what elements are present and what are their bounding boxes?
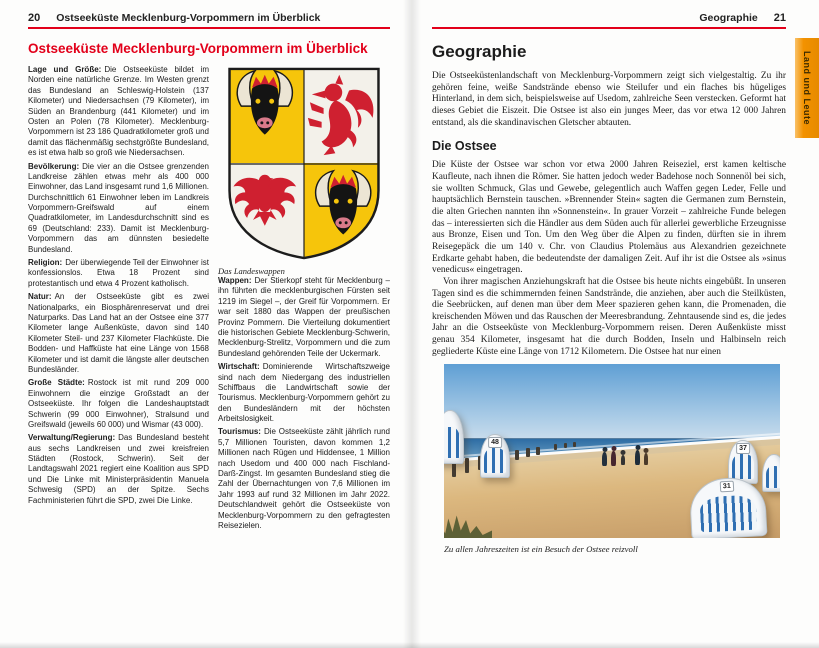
running-header-right bbox=[432, 12, 786, 24]
overview-columns bbox=[28, 65, 390, 534]
entry-label: Wirtschaft: bbox=[218, 362, 260, 372]
body-paragraph-1: Die Küste der Ostsee war schon vor etwa 2000 Jahren Reiseziel, erst kamen keltische Kaufleute, nach ihnen die Römer. Sie hatten jedoch weder Badehose noch Sonnenöl bei sich, sie wollten Schmuck, Glas und Gewebe, gelegentlich auch Waffen gegen Leder, Felle und hauptsächlich Bernstein tauschen. »Brennender Stein« sagten die Germanen zum Bernstein, die alten Griechen nannten ihn »Sonnenstein«. In grauer Vorzeit – zahlreiche Funde belegen das – interessierten sich die Händler aus dem Süden auch für allerlei gewerbliche Erzeugnisse aus Bronze, Eisen und Ton. Um den Weg über die Alpen zu finden, dürften sie in ihrem Reisegepäck die um 140 v. Chr. von Claudius Ptolemäus aus Alexandrien gezeichnete Erdkarte gehabt haben, die bedeutendste der damaligen Zeit. Auf ihr ist die Ostsee als »sinus venedicus« eingetragen. bbox=[432, 160, 786, 276]
entry-text: Der Stierkopf steht für Mecklenburg – ihn führten die mecklenburgischen Fürsten seit 1219 im Siegel –, der Greif für Vorpommern. Er war seit 1880 das Wappen der preußischen Provinz Pommern. Die Vierteilung dokumentiert die historischen Gebiete Mecklenburg-Schwerin, Mecklenburg-Strelitz, Vorpommern und die zum Bundesland gehörenden Teile der Uckermark. bbox=[218, 276, 390, 358]
running-title-left: Ostseeküste Mecklenburg-Vorpommern im Überblick bbox=[56, 12, 321, 24]
page-gutter bbox=[403, 0, 421, 648]
chair-number: 48 bbox=[488, 437, 502, 448]
entry-label: Lage und Größe: bbox=[28, 65, 102, 74]
running-title-right: Geographie bbox=[699, 12, 758, 24]
entry-label: Natur: bbox=[28, 292, 52, 302]
coat-of-arms-figure bbox=[218, 65, 390, 276]
entry-label: Große Städte: bbox=[28, 378, 85, 388]
beach-photo-figure bbox=[444, 364, 784, 554]
chair-stripes bbox=[732, 454, 753, 479]
entry-label: Tourismus: bbox=[218, 427, 261, 437]
person-silhouette bbox=[602, 452, 607, 466]
running-header-left bbox=[28, 12, 390, 24]
entry-grosse-staedte bbox=[28, 378, 209, 430]
intro-paragraph: Die Ostseeküstenlandschaft von Mecklenburg-Vorpommern zeigt sich vielgestaltig. Zu ihr gehören feine, weiße Sandstrände ebenso wie Steilufer und ein flaches bis hügeliges Hinterland, in dem sich, beispielsweise auf Usedom, zahlreiche Seen verstecken. Geformt hat dieses Gebiet die Eiszeit. Die Ostsee ist also ein junges Meer, das vor etwa 12 000 Jahren entstand, als die skandinavischen Gletscher abtauten. bbox=[432, 71, 786, 128]
section-title: Die Ostsee bbox=[432, 139, 497, 154]
beach-chair bbox=[762, 454, 780, 492]
person-silhouette bbox=[644, 453, 648, 465]
page-number-left: 20 bbox=[28, 12, 41, 24]
groyne-post bbox=[526, 448, 530, 457]
page-left bbox=[0, 0, 404, 648]
person-silhouette bbox=[611, 451, 616, 466]
groyne-post bbox=[564, 443, 567, 448]
overview-column-2 bbox=[218, 65, 390, 534]
chair-stripes bbox=[484, 448, 505, 473]
entry-religion bbox=[28, 258, 209, 289]
groyne-post bbox=[536, 447, 540, 455]
entry-text: Rostock ist mit rund 209 000 Einwohnern die einzige Großstadt an der Ostseeküste. Ihr folgen die Landeshauptstadt Schwerin (99 000 Einwohner), Stralsund und Greifswald (jeweils 60 000) und Wismar (43 000). bbox=[28, 378, 209, 429]
entry-bevoelkerung bbox=[28, 162, 209, 256]
entry-label: Verwaltung/Regierung: bbox=[28, 433, 116, 443]
entry-wirtschaft bbox=[218, 362, 390, 424]
page-right bbox=[420, 0, 792, 648]
red-rule-right bbox=[432, 27, 786, 29]
entry-text: Die Ostseeküste bildet im Norden eine natürliche Grenze. Im Westen grenzt das Bundesland an Schleswig-Holstein (137 Kilometer) und Niedersachsen (79 Kilometer), im Süden an Brandenburg (441 Kilometer) und im Osten an Polen (78 Kilometer). Mecklenburg-Vorpommern ist 23 186 Quadratkilometer groß und damit das flächenmäßig sechstgrößte Bundesland, es ist etwa halb so groß wie Niedersachsen. bbox=[28, 65, 210, 158]
chair-stripes bbox=[766, 466, 780, 488]
overview-column-1 bbox=[28, 65, 209, 534]
chair-number: 31 bbox=[720, 481, 734, 493]
body-paragraph-2: Von ihrer magischen Anziehungskraft hat die Ostsee bis heute nichts eingebüßt. In unseren Tagen sind es die schimmernden feinen Sandstrände, die anziehen, aber auch die Steilküsten, die Seebrücken, auf denen man über dem Meer spazieren gehen kann, die Promenaden, die kreischenden Möwen und das Rauschen der Meeresbrandung. Zehntausende sind es, die jedes Jahr an die Ostseeküste von Mecklenburg-Vorpommern reisen. Deren Außenküste misst genau 354 Kilometer, insgesamt hat die durch Bodden, Inseln und Halbinseln reich gegliederte Küste eine Länge von 1712 Kilometern. Die Ostsee hat nur einen bbox=[432, 276, 786, 357]
overview-title: Ostseeküste Mecklenburg-Vorpommern im Überblick bbox=[28, 41, 368, 56]
coat-of-arms-caption: Das Landeswappen bbox=[218, 266, 285, 276]
person-silhouette bbox=[635, 450, 640, 465]
groyne-post bbox=[554, 444, 557, 450]
entry-label: Religion: bbox=[28, 258, 63, 268]
page-number-right: 21 bbox=[773, 12, 786, 24]
chair-number: 37 bbox=[736, 443, 750, 454]
chapter-title: Geographie bbox=[432, 42, 527, 61]
entry-label: Wappen: bbox=[218, 276, 252, 285]
sky bbox=[444, 364, 780, 439]
beach-chair bbox=[480, 434, 510, 478]
entry-text: Das Bundesland besteht aus sechs Landkreisen und zwei kreisfreien Städten (Rostock, Schwerin). Seit der Landtagswahl 2021 regiert eine Koalition aus SPD und Die Linke mit Ministerpräsidentin Manuela Schwesig (SPD) an der Spitze. Sechs Fachministerien führt die SPD, zwei Die Linke. bbox=[28, 433, 209, 505]
coat-of-arms bbox=[225, 65, 383, 261]
groyne-post bbox=[573, 442, 576, 447]
person-silhouette bbox=[621, 455, 625, 465]
red-rule-left bbox=[28, 27, 390, 29]
entry-verwaltung bbox=[28, 433, 209, 506]
chair-stripes bbox=[699, 495, 757, 533]
entry-tourismus bbox=[218, 427, 390, 531]
entry-label: Bevölkerung: bbox=[28, 161, 80, 171]
beach-photo bbox=[444, 364, 780, 538]
entry-text: Die Ostseeküste zählt jährlich rund 5,7 Millionen Touristen, davon kommen 1,2 Millionen nach Rügen und Hiddensee, 1 Million nach Usedom und 400 000 nach Fischland-Darß-Zingst. Im gesamten Bundesland stieg die Zahl der Übernachtungen von 7,6 Millionen im Jahr 1993 auf rund 32 Millionen im Jahr 2022. Deutschlandweit gehört die Ostseeküste von Mecklenburg-Vorpommern zu den gefragtesten Reisezielen. bbox=[218, 427, 390, 530]
entry-wappen bbox=[218, 276, 390, 359]
entry-natur bbox=[28, 292, 209, 375]
groyne-post bbox=[465, 458, 469, 473]
side-tab-label: Land und Leute bbox=[802, 51, 812, 125]
entry-text: An der Ostseeküste gibt es zwei Nationalparks, ein Biosphärenreservat und drei Naturparks. Das Land hat an der Ostsee eine 377 Kilometer lange Außenküste, davon sind 140 Kilometer Steil- und 237 Kilometer Flachküste. Die Bodden- und Haffküste hat eine Länge von 1568 Kilometer und ist damit die längste aller deutschen Bundesländer. bbox=[28, 292, 209, 374]
entry-text: Der überwiegende Teil der Einwohner ist konfessionslos. Etwa 18 Prozent sind protestantisch und etwa 4 Prozent katholisch. bbox=[28, 258, 209, 288]
chair-stripes bbox=[444, 427, 460, 458]
entry-text: Dominierende Wirtschaftszweige sind nach dem Niedergang des industriellen Schiffbaus die Landwirtschaft sowie der Tourismus. Mecklenburg-Vorpommern gehört zu den Bundesländern mit der höchsten Arbeitslosigkeit. bbox=[218, 362, 390, 424]
entry-text: Die vier an die Ostsee grenzenden Landkreise zählen etwas mehr als 400 000 Einwohner, das Land insgesamt rund 1,6 Millionen. Durchschnittlich 61 Einwohner leben im Landkreis Vorpommern-Greifswald auf einem Quadratkilometer, im Landesdurchschnitt sind es 69 (Deutschland: 233). Damit ist Mecklenburg-Vorpommern das am dünnsten besiedelte Bundesland. bbox=[28, 161, 209, 254]
side-tab-land-und-leute bbox=[795, 38, 819, 138]
photo-caption: Zu allen Jahreszeiten ist ein Besuch der Ostsee reizvoll bbox=[444, 544, 638, 555]
entry-lage bbox=[28, 65, 209, 159]
groyne-post bbox=[515, 450, 519, 460]
